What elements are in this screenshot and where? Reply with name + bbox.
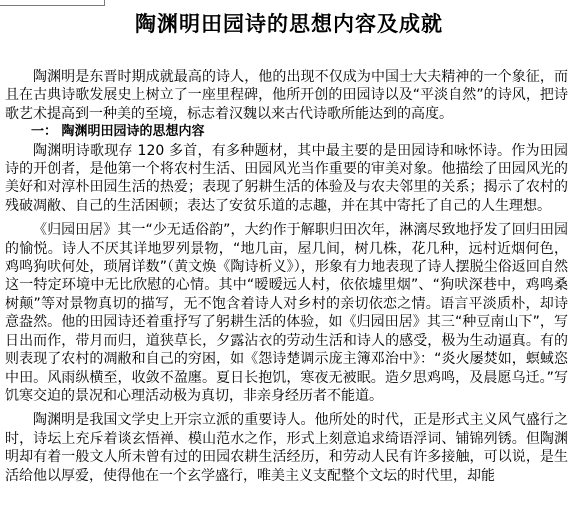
intro-paragraph: 陶渊明是东晋时期成就最高的诗人，他的出现不仅成为中国士大夫精神的一个象征，而且在古典诗歌发展史上树立了一座里程碑，他所开创的田园诗以及“平淡自然”的诗风，把诗歌艺术提高到一种美的至境，标志着汉魏以来古代诗歌所能达到的高度。 [5,69,568,122]
crop-mark-vertical [104,0,105,6]
body-paragraph-3: 陶渊明是我国文学史上开宗立派的重要诗人。他所处的时代，正是形式主义风气盛行之时，诗坛上充斥着谈玄悟禅、模山范水之作，形式上刻意追求绮语浮词、铺锦列锈。但陶渊明却有着一般文人所未曾有过的田园农耕生活经历，和劳动人民有许多接触，可以说，是生活给他以厚爱，使得他在一个玄学盛行，唯美主义支配整个文坛的时代里，却能 [5,412,568,484]
body-paragraph-2: 《归园田居》其一“少无适俗韵”，大约作于解职归田次年，淋漓尽致地抒发了回归田园的愉悦。诗人不厌其详地罗列景物，“地几亩，屋几间，树几株，花几种，远村近烟何色，鸡鸣狗吠何处，琐屑详数”（黄文焕《陶诗析义》），形象有力地表现了诗人摆脱尘俗返回自然这一特定环境中无比欣慰的心情。其中“暧暧远人村，依依墟里烟”、“狗吠深巷中，鸡鸣桑树颠”等对景物真切的描写，无不饱含着诗人对乡村的亲切依恋之情。语言平淡质朴，却诗意盎然。他的田园诗还着重抒写了躬耕生活的体验，如《归园田居》其三“种豆南山下”，写日出而作，带月而归，道狭草长，夕露沾衣的劳动生活和诗人的感受，极为生动逼真。有的则表现了农村的凋敝和自己的穷困，如《怨诗楚调示庞主簿邓治中》：“炎火屡焚如，螟蜮恣中田。风雨纵横至，收敛不盈廛。夏日长抱饥，寒夜无被眠。造夕思鸡鸣，及晨愿乌迁。”写饥寒交迫的景况和心理活动极为真切，非亲身经历者不能道。 [5,222,568,404]
section-heading: 一： 陶渊明田园诗的思想内容 [31,124,205,140]
page-title: 陶渊明田园诗的思想内容及成就 [135,11,443,36]
crop-mark-horizontal [0,5,104,6]
body-text [5,68,568,485]
body-paragraph-1: 陶渊明诗歌现存 120 多首，有多种题材，其中最主要的是田园诗和咏怀诗。作为田园诗的开创者，是他第一个将农村生活、田园风光当作重要的审美对象。他描绘了田园风光的美好和对淳朴田园生活的热爱；表现了躬耕生活的体验及与农夫邻里的关系；揭示了农村的残破凋敝、自己的生活困顿；表达了安贫乐道的志趣，并在其中寄托了自己的人生理想。 [5,142,568,214]
